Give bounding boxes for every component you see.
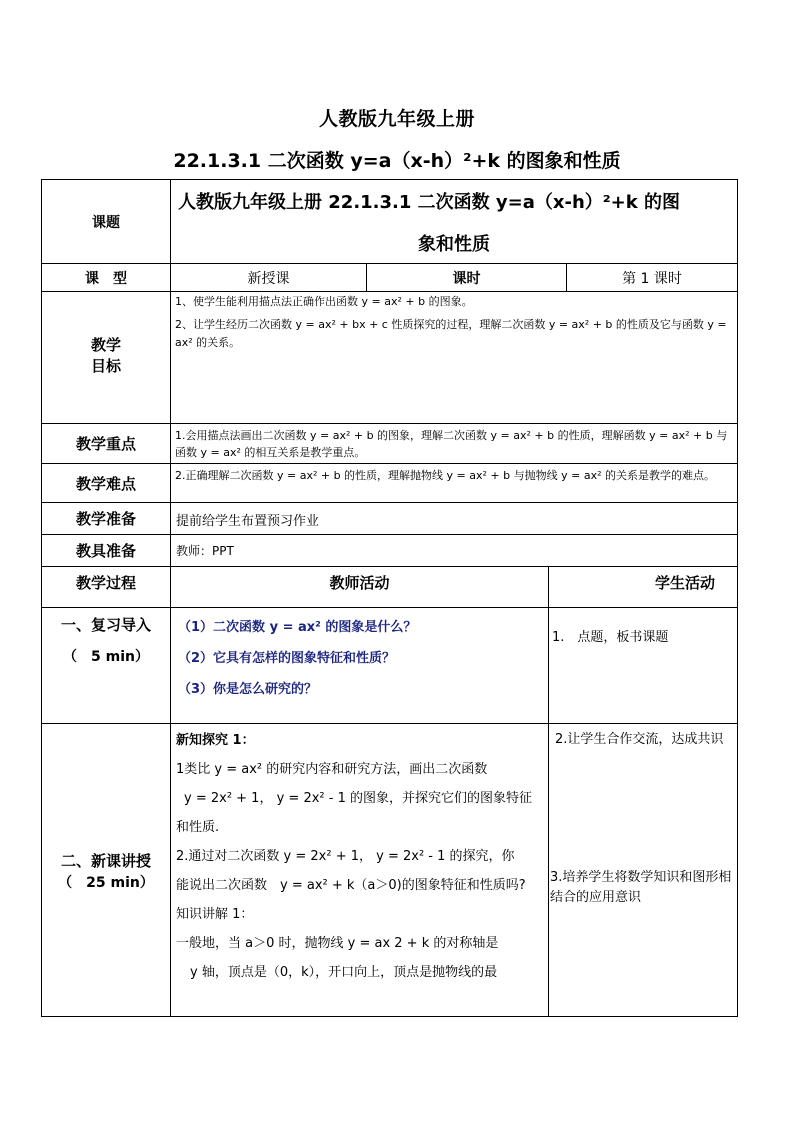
teacher-activity-label: 教师活动 — [329, 573, 390, 592]
stage-1-question-2: （2）它具有怎样的图象特征和性质？ — [178, 651, 396, 666]
stage-2-line: 能说出二次函数 y = ax² + k（a＞0)的图象特征和性质吗? — [176, 878, 526, 893]
topic-line-1: 人教版九年级上册 22.1.3.1 二次函数 y=a（x-h）²+k 的图 — [178, 192, 680, 213]
goals-item-2: 2、让学生经历二次函数 y = ax² + bx + c 性质探究的过程，理解二次函数 y = ax² + b 的性质及它与函数 y = ax² 的关系。 — [175, 318, 727, 349]
hours-value: 第 1 课时 — [622, 270, 682, 287]
goals-label — [42, 332, 170, 380]
stage-1-question-1: （1）二次函数 y = ax² 的图象是什么？ — [178, 620, 417, 635]
stage-1-question-3: （3）你是怎么研究的？ — [178, 682, 318, 697]
stage-1-student-activity: 1. 点题，板书课题 — [552, 630, 669, 645]
hours-label: 课时 — [452, 270, 481, 287]
stage-2-line: 新知探究 1： — [176, 733, 255, 748]
goals-label-line-2: 目标 — [90, 357, 121, 375]
stage-2-student-activity-2: 3.培养学生将数学知识和图形相结合的应用意识 — [550, 870, 732, 905]
stage-2-line: 一般地，当 a＞0 时，抛物线 y = ax 2 + k 的对称轴是 — [176, 936, 499, 951]
stage-2-teacher-activity — [176, 726, 546, 987]
topic-line-2: 象和性质 — [418, 234, 490, 255]
stage-2-line: y 轴，顶点是（0，k），开口向上，顶点是抛物线的最 — [190, 965, 498, 980]
difficult-points-text: 2.正确理解二次函数 y = ax² + b 的性质，理解抛物线 y = ax² + b 与抛物线 y = ax² 的关系是教学的难点。 — [175, 469, 715, 482]
stage-2-line: 知识讲解 1： — [176, 907, 254, 922]
document-subtitle: 22.1.3.1 二次函数 y=a（x-h）²+k 的图象和性质 — [173, 150, 621, 172]
tools-text: 教师：PPT — [176, 544, 234, 558]
stage-1-time: （ 5 min） — [63, 649, 149, 665]
stage-2-student-activity-1: 2.让学生合作交流，达成共识 — [555, 732, 724, 747]
tools-label: 教具准备 — [75, 542, 136, 560]
topic-label: 课题 — [92, 214, 120, 231]
stage-2-line: 和性质. — [176, 820, 220, 835]
document-title: 人教版九年级上册 — [318, 108, 475, 130]
stage-1-label: 一、复习导入 — [60, 616, 151, 634]
key-points-text: 1.会用描点法画出二次函数 y = ax² + b 的图象，理解二次函数 y = ax² + b 的性质，理解函数 y = ax² + b 与函数 y = ax² 的相互关系是教学重点。 — [175, 429, 728, 459]
stage-2-line: y = 2x² + 1， y = 2x² - 1 的图象，并探究它们的图象特征 — [184, 791, 532, 806]
process-label: 教学过程 — [75, 573, 136, 592]
stage-2-line: 1类比 y = ax² 的研究内容和研究方法，画出二次函数 — [176, 762, 488, 777]
stage-2-time: （ 25 min） — [58, 875, 154, 891]
stage-2-label: 二、新课讲授 — [60, 852, 151, 870]
goals-label-line-1: 教学 — [90, 336, 121, 354]
preparation-label: 教学准备 — [75, 510, 136, 528]
goals-item-1: 1、使学生能利用描点法正确作出函数 y = ax² + b 的图象。 — [175, 295, 473, 308]
preparation-text: 提前给学生布置预习作业 — [176, 514, 320, 529]
student-activity-label: 学生活动 — [654, 573, 715, 592]
key-points-label: 教学重点 — [75, 435, 136, 453]
difficult-points-label: 教学难点 — [75, 474, 136, 493]
type-value: 新授课 — [247, 270, 290, 287]
type-label: 课 型 — [85, 270, 127, 287]
stage-2-line: 2.通过对二次函数 y = 2x² + 1， y = 2x² - 1 的探究，你 — [176, 849, 515, 864]
